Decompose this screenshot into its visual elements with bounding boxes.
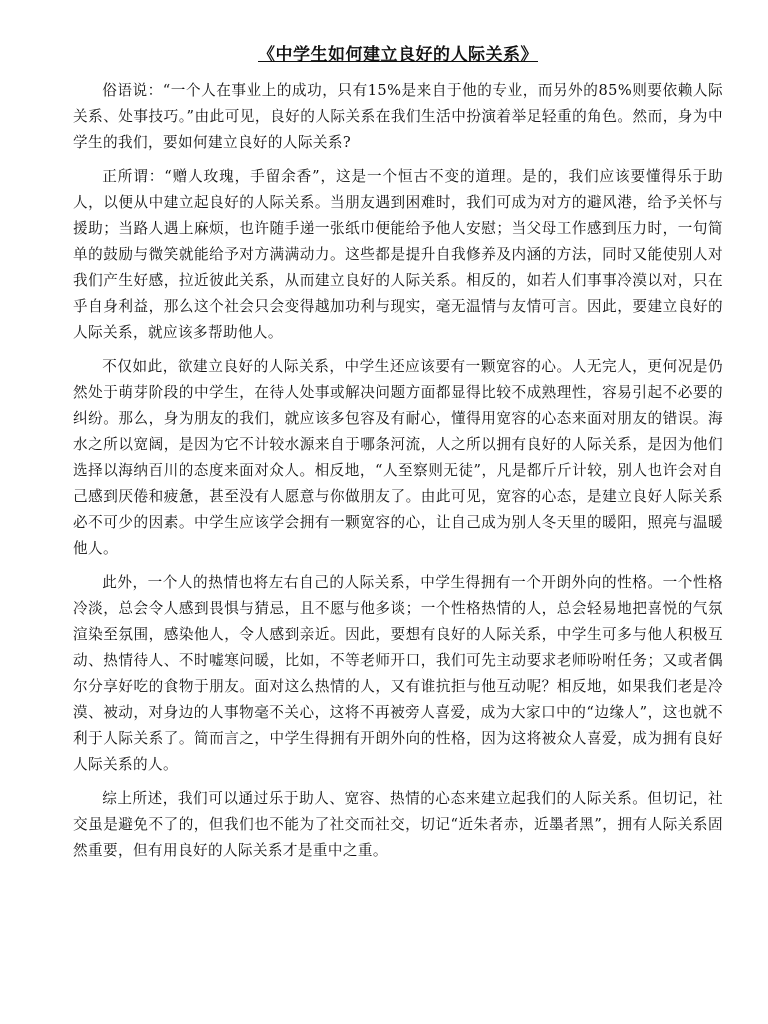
paragraph-intro: 俗语说：“一个人在事业上的成功，只有15%是来自于他的专业，而另外的85%则要依赖人际关系、处事技巧。”由此可见，良好的人际关系在我们生活中扮演着举足轻重的角色。然而，身为中学生的我们，要如何建立良好的人际关系? [73,82,723,151]
paragraph-tolerance: 不仅如此，欲建立良好的人际关系，中学生还应该要有一颗宽容的心。人无完人，更何况是仍然处于萌芽阶段的中学生，在待人处事或解决问题方面都显得比较不成熟理性，容易引起不必要的纠纷。那么，身为朋友的我们，就应该多包容及有耐心，懂得用宽容的心态来面对朋友的错误。海水之所以宽阔，是因为它不计较水源来自于哪条河流，人之所以拥有良好的人际关系，是因为他们选择以海纳百川的态度来面对众人。相反地，“人至察则无徒”，凡是都斤斤计较，别人也许会对自己感到厌倦和疲惫，甚至没有人愿意与你做朋友了。由此可见，宽容的心态，是建立良好人际关系必不可少的因素。中学生应该学会拥有一颗宽容的心，让自己成为别人冬天里的暖阳，照亮与温暖他人。 [73,358,723,557]
paragraph-enthusiasm: 此外，一个人的热情也将左右自己的人际关系，中学生得拥有一个开朗外向的性格。一个性格冷淡，总会令人感到畏惧与猜忌，且不愿与他多谈；一个性格热情的人，总会轻易地把喜悦的气氛渲染至氛围，感染他人，令人感到亲近。因此，要想有良好的人际关系，中学生可多与他人积极互动、热情待人、不时嘘寒问暖，比如，不等老师开口，我们可先主动要求老师吩咐任务；又或者偶尔分享好吃的食物于朋友。面对这么热情的人，又有谁抗拒与他互动呢？相反地，如果我们老是冷漠、被动，对身边的人事物毫不关心，这将不再被旁人喜爱，成为大家口中的“边缘人”，这也就不利于人际关系了。简而言之，中学生得拥有开朗外向的性格，因为这将被众人喜爱，成为拥有良好人际关系的人。 [73,574,723,773]
paragraph-helping-others: 正所谓：“赠人玫瑰，手留余香”，这是一个恒古不变的道理。是的，我们应该要懂得乐于助人，以便从中建立起良好的人际关系。当朋友遇到困难时，我们可成为对方的避风港，给予关怀与援助；当路人遇上麻烦，也许随手递一张纸巾便能给予他人安慰；当父母工作感到压力时，一句简单的鼓励与微笑就能给予对方满满动力。这些都是提升自我修养及内涵的方法，同时又能使别人对我们产生好感，拉近彼此关系，从而建立良好的人际关系。相反的，如若人们事事冷漠以对，只在乎自身利益，那么这个社会只会变得越加功利与现实，毫无温情与友情可言。因此，要建立良好的人际关系，就应该多帮助他人。 [73,168,723,341]
document-title: 《中学生如何建立良好的人际关系》 [258,45,538,65]
paragraph-conclusion: 综上所述，我们可以通过乐于助人、宽容、热情的心态来建立起我们的人际关系。但切记，社交虽是避免不了的，但我们也不能为了社交而社交，切记“近朱者赤，近墨者黑”，拥有人际关系固然重要，但有用良好的人际关系才是重中之重。 [73,790,723,859]
document-page [73,40,723,872]
